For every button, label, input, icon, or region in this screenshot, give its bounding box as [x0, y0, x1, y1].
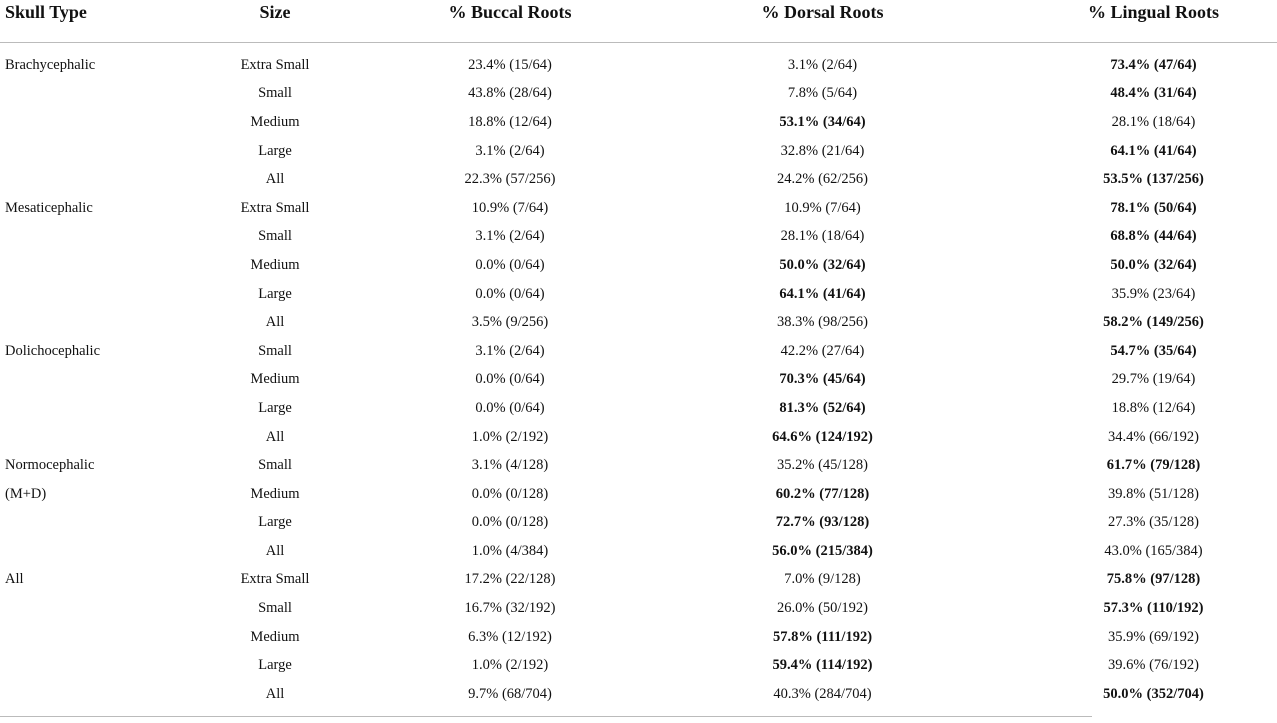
cell-buccal-roots: 0.0% (0/128) — [471, 514, 549, 531]
cell-buccal-roots: 3.1% (2/64) — [475, 342, 545, 359]
cell-skull-type: Brachycephalic — [5, 56, 96, 73]
table-row — [0, 43, 1277, 80]
table-row — [0, 537, 1277, 566]
cell-dorsal-roots: 35.2% (45/128) — [776, 457, 868, 474]
cell-buccal-roots: 3.1% (2/64) — [475, 142, 545, 159]
cell-size: Extra Small — [240, 571, 310, 588]
cell-skull-type — [0, 108, 205, 137]
cell-size: Medium — [250, 113, 300, 130]
header-buccal-roots: % Buccal Roots — [345, 0, 635, 43]
table-row — [0, 137, 1277, 166]
cell-dorsal-roots: 64.6% (124/192) — [772, 428, 873, 445]
cell-size: Small — [258, 228, 292, 245]
table-row — [0, 423, 1277, 452]
cell-buccal-roots: 43.8% (28/64) — [468, 85, 552, 102]
cell-buccal-roots: 1.0% (2/192) — [471, 428, 549, 445]
cell-lingual-roots: 53.5% (137/256) — [1103, 171, 1204, 188]
cell-size: Medium — [250, 256, 300, 273]
table-row — [0, 251, 1277, 280]
table-body — [0, 43, 1277, 709]
cell-size: Medium — [250, 628, 300, 645]
table-row — [0, 366, 1277, 395]
cell-buccal-roots: 22.3% (57/256) — [464, 171, 556, 188]
cell-lingual-roots: 58.2% (149/256) — [1103, 314, 1204, 331]
cell-lingual-roots: 73.4% (47/64) — [1110, 56, 1197, 73]
table-row — [0, 194, 1277, 223]
cell-skull-type: All — [5, 571, 24, 588]
cell-lingual-roots: 75.8% (97/128) — [1106, 571, 1201, 588]
table-row — [0, 337, 1277, 366]
cell-size: Large — [258, 142, 292, 159]
cell-buccal-roots: 23.4% (15/64) — [468, 56, 552, 73]
cell-lingual-roots: 29.7% (19/64) — [1111, 371, 1196, 388]
table-row — [0, 223, 1277, 252]
table-row — [0, 80, 1277, 109]
cell-lingual-roots: 61.7% (79/128) — [1106, 457, 1201, 474]
cell-size: All — [265, 171, 285, 188]
cell-skull-type — [0, 223, 205, 252]
cell-skull-type: (M+D) — [5, 485, 47, 502]
cell-size: Small — [258, 600, 292, 617]
cell-buccal-roots: 9.7% (68/704) — [468, 685, 552, 702]
table-row — [0, 680, 1277, 709]
cell-buccal-roots: 1.0% (2/192) — [471, 657, 549, 674]
table-row — [0, 623, 1277, 652]
cell-dorsal-roots: 10.9% (7/64) — [784, 199, 861, 216]
cell-buccal-roots: 16.7% (32/192) — [464, 600, 556, 617]
cell-skull-type — [0, 651, 205, 680]
cell-size: Medium — [250, 371, 300, 388]
cell-skull-type — [0, 394, 205, 423]
cell-dorsal-roots: 81.3% (52/64) — [779, 399, 866, 416]
cell-skull-type — [0, 680, 205, 709]
cell-skull-type: Normocephalic — [5, 457, 95, 474]
cell-size: All — [265, 542, 285, 559]
header-lingual-roots: % Lingual Roots — [950, 0, 1277, 43]
cell-size: Medium — [250, 485, 300, 502]
header-dorsal-roots: % Dorsal Roots — [635, 0, 950, 43]
cell-skull-type — [0, 623, 205, 652]
cell-skull-type — [0, 537, 205, 566]
cell-skull-type — [0, 280, 205, 309]
cell-skull-type — [0, 308, 205, 337]
cell-skull-type — [0, 251, 205, 280]
cell-buccal-roots: 0.0% (0/64) — [475, 256, 545, 273]
cell-dorsal-roots: 32.8% (21/64) — [780, 142, 865, 159]
cell-lingual-roots: 27.3% (35/128) — [1107, 514, 1199, 531]
cell-dorsal-roots: 57.8% (111/192) — [772, 628, 873, 645]
cell-buccal-roots: 1.0% (4/384) — [471, 542, 549, 559]
bottom-rule — [0, 716, 1092, 717]
table-row — [0, 280, 1277, 309]
cell-size: Large — [258, 514, 292, 531]
cell-lingual-roots: 50.0% (32/64) — [1110, 256, 1197, 273]
cell-skull-type — [0, 509, 205, 538]
cell-size: Large — [258, 399, 292, 416]
cell-skull-type — [0, 137, 205, 166]
cell-lingual-roots: 57.3% (110/192) — [1103, 600, 1204, 617]
cell-skull-type — [0, 594, 205, 623]
cell-buccal-roots: 6.3% (12/192) — [468, 628, 552, 645]
cell-skull-type: Dolichocephalic — [5, 342, 101, 359]
cell-lingual-roots: 39.6% (76/192) — [1107, 657, 1199, 674]
cell-size: Small — [258, 457, 292, 474]
cell-buccal-roots: 0.0% (0/64) — [475, 285, 545, 302]
cell-size: Extra Small — [240, 199, 310, 216]
table-row — [0, 566, 1277, 595]
cell-lingual-roots: 48.4% (31/64) — [1110, 85, 1197, 102]
cell-lingual-roots: 78.1% (50/64) — [1110, 199, 1197, 216]
header-skull-type: Skull Type — [0, 0, 205, 43]
table-row — [0, 480, 1277, 509]
cell-lingual-roots: 39.8% (51/128) — [1107, 485, 1199, 502]
table-row — [0, 108, 1277, 137]
cell-dorsal-roots: 50.0% (32/64) — [779, 256, 866, 273]
cell-dorsal-roots: 40.3% (284/704) — [773, 685, 872, 702]
table-row — [0, 394, 1277, 423]
table-row — [0, 308, 1277, 337]
cell-lingual-roots: 50.0% (352/704) — [1103, 685, 1204, 702]
header-row — [0, 0, 1277, 43]
cell-lingual-roots: 43.0% (165/384) — [1104, 542, 1203, 559]
table-row — [0, 451, 1277, 480]
cell-lingual-roots: 34.4% (66/192) — [1107, 428, 1199, 445]
cell-dorsal-roots: 3.1% (2/64) — [787, 56, 858, 73]
cell-dorsal-roots: 38.3% (98/256) — [776, 314, 868, 331]
cell-buccal-roots: 17.2% (22/128) — [464, 571, 556, 588]
table-row — [0, 509, 1277, 538]
cell-lingual-roots: 68.8% (44/64) — [1110, 228, 1197, 245]
cell-dorsal-roots: 42.2% (27/64) — [780, 342, 865, 359]
table-row — [0, 594, 1277, 623]
cell-lingual-roots: 54.7% (35/64) — [1110, 342, 1197, 359]
table-row — [0, 651, 1277, 680]
cell-dorsal-roots: 72.7% (93/128) — [775, 514, 870, 531]
cell-dorsal-roots: 64.1% (41/64) — [779, 285, 866, 302]
cell-dorsal-roots: 56.0% (215/384) — [772, 542, 873, 559]
cell-lingual-roots: 35.9% (69/192) — [1107, 628, 1199, 645]
cell-buccal-roots: 3.1% (2/64) — [475, 228, 545, 245]
cell-size: Small — [258, 85, 292, 102]
cell-size: All — [265, 314, 285, 331]
cell-buccal-roots: 3.5% (9/256) — [471, 314, 549, 331]
cell-dorsal-roots: 59.4% (114/192) — [772, 657, 873, 674]
cell-buccal-roots: 18.8% (12/64) — [468, 113, 552, 130]
table-row — [0, 165, 1277, 194]
cell-buccal-roots: 3.1% (4/128) — [471, 457, 549, 474]
cell-lingual-roots: 35.9% (23/64) — [1111, 285, 1196, 302]
cell-dorsal-roots: 26.0% (50/192) — [776, 600, 868, 617]
cell-skull-type — [0, 423, 205, 452]
cell-size: Large — [258, 285, 292, 302]
cell-dorsal-roots: 24.2% (62/256) — [776, 171, 868, 188]
cell-skull-type: Mesaticephalic — [5, 199, 93, 216]
cell-buccal-roots: 0.0% (0/128) — [471, 485, 549, 502]
cell-skull-type — [0, 165, 205, 194]
cell-lingual-roots: 18.8% (12/64) — [1111, 399, 1196, 416]
cell-dorsal-roots: 7.0% (9/128) — [784, 571, 861, 588]
cell-buccal-roots: 0.0% (0/64) — [475, 399, 545, 416]
cell-buccal-roots: 10.9% (7/64) — [471, 199, 549, 216]
cell-dorsal-roots: 53.1% (34/64) — [779, 113, 866, 130]
cell-size: Large — [258, 657, 292, 674]
cell-skull-type — [0, 366, 205, 395]
cell-dorsal-roots: 7.8% (5/64) — [787, 85, 858, 102]
cell-size: Extra Small — [240, 56, 310, 73]
cell-dorsal-roots: 70.3% (45/64) — [779, 371, 866, 388]
header-size: Size — [205, 0, 345, 43]
cell-lingual-roots: 64.1% (41/64) — [1110, 142, 1197, 159]
cell-buccal-roots: 0.0% (0/64) — [475, 371, 545, 388]
cell-lingual-roots: 28.1% (18/64) — [1111, 113, 1196, 130]
cell-dorsal-roots: 28.1% (18/64) — [780, 228, 865, 245]
cell-skull-type — [0, 80, 205, 109]
cell-size: All — [265, 428, 285, 445]
cell-dorsal-roots: 60.2% (77/128) — [775, 485, 870, 502]
cell-size: Small — [258, 342, 292, 359]
cell-size: All — [265, 685, 285, 702]
